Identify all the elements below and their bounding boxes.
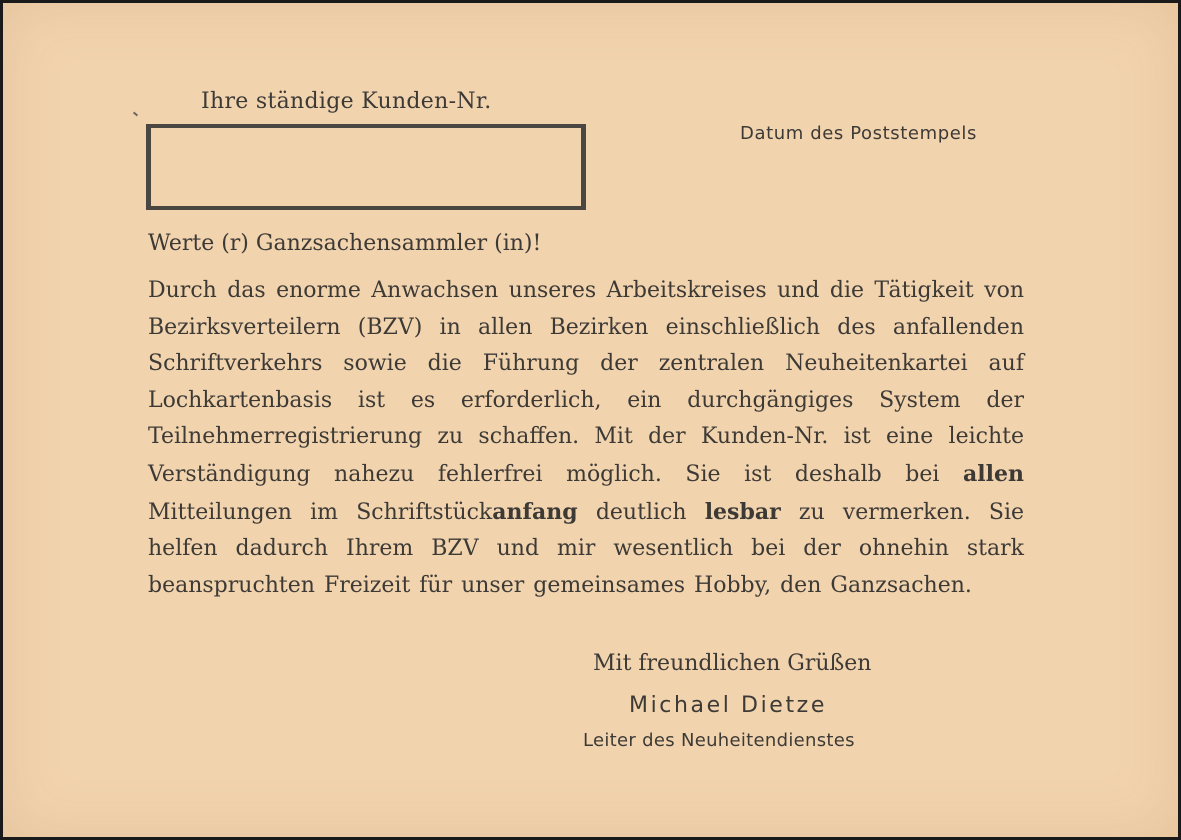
print-mark <box>133 112 138 117</box>
emphasis-lesbar: lesbar <box>704 498 781 525</box>
emphasis-allen: allen <box>963 460 1024 487</box>
salutation: Werte (r) Ganzsachensammler (in)! <box>148 231 542 256</box>
body-text-part-1: Durch das enorme Anwachsen unseres Arbeitskreises und die Tätigkeit von Bezirksverteilern (BZV) in allen Bezirken einschließlich des anfallenden Schriftverkehrs sowie die Führung der zentralen Neuheitenkartei auf Lochkartenbasis ist es erforderlich, ein durchgängiges System der Teilnehmerregistrierung zu schaffen. Mit der Kunden-Nr. ist eine leichte Verständigung nahezu fehlerfrei möglich. Sie ist deshalb bei <box>148 278 1024 487</box>
postcard <box>3 3 1178 837</box>
body-text-part-3: deutlich <box>577 499 705 525</box>
body-text-part-2: Mitteilungen im Schriftstück <box>148 499 493 525</box>
closing-greeting: Mit freundlichen Grüßen <box>593 651 872 676</box>
signer-name: Michael Dietze <box>629 693 827 718</box>
letter-body <box>148 273 1024 604</box>
letter-paragraph <box>148 273 1024 604</box>
customer-number-box <box>146 124 586 210</box>
postmark-date-label: Datum des Poststempels <box>740 123 977 144</box>
emphasis-anfang: anfang <box>492 498 578 525</box>
body-text-part-4: zu vermerken. Sie helfen dadurch Ihrem BZV und mir wesentlich bei der ohnehin stark beanspruchten Freizeit für unser gemeinsames Hobby, den Ganzsachen. <box>148 499 1024 598</box>
signer-title: Leiter des Neuheitendienstes <box>583 730 855 751</box>
customer-number-label: Ihre ständige Kunden-Nr. <box>201 89 492 114</box>
